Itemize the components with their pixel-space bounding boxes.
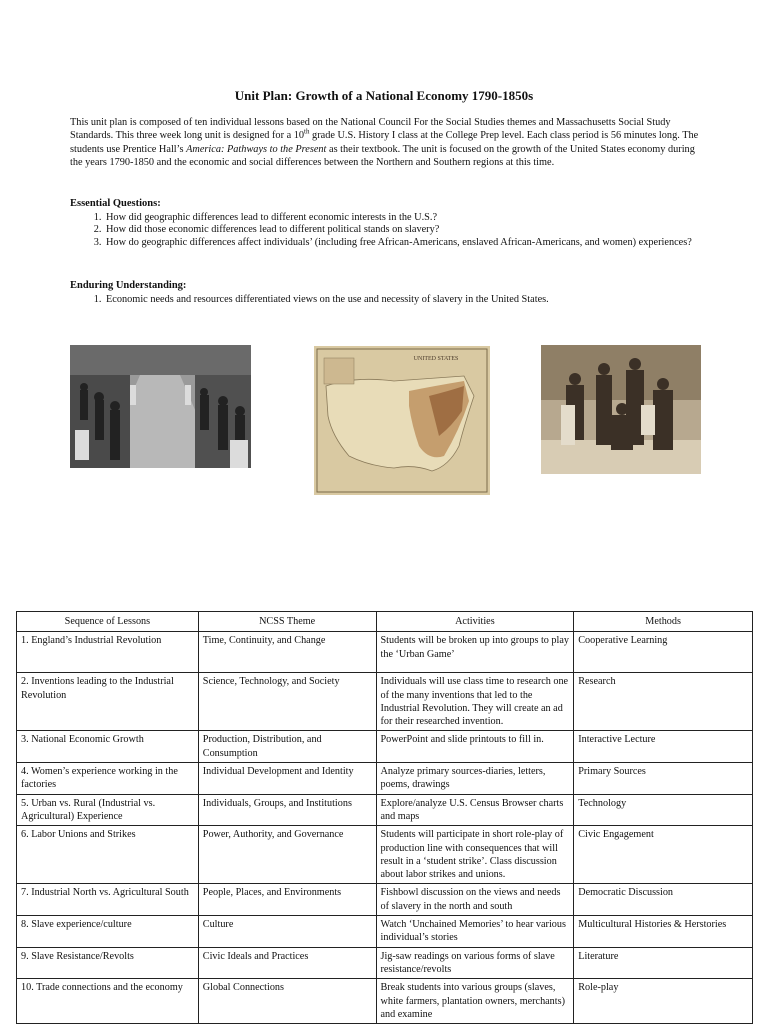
lesson-sequence-table (16, 611, 753, 1024)
theme-cell: Individual Development and Identity (198, 763, 376, 795)
lesson-cell: 4. Women’s experience working in the factories (17, 763, 199, 795)
method-cell: Role-play (574, 979, 753, 1024)
table-row (17, 673, 753, 731)
activity-cell: Watch ‘Unchained Memories’ to hear various individual’s stories (376, 916, 574, 948)
enduring-understanding-list (70, 294, 734, 306)
intro-text-2: grade U.S. History I class at the College Prep level. Each class period is 56 minutes long. The students use Prentice Hall’s (70, 130, 699, 155)
table-row (17, 979, 753, 1024)
method-cell: Technology (574, 794, 753, 826)
lesson-cell: 3. National Economic Growth (17, 731, 199, 763)
table-row (17, 794, 753, 826)
activity-cell: Students will be broken up into groups to play the ‘Urban Game’ (376, 632, 574, 673)
table-row (17, 947, 753, 979)
table-row (17, 763, 753, 795)
activity-cell: PowerPoint and slide printouts to fill in. (376, 731, 574, 763)
historical-map-image (314, 346, 490, 495)
essential-question: 2. How did those economic differences lead to different political stands on slavery? (104, 224, 734, 236)
activity-cell: Jig-saw readings on various forms of slave resistance/revolts (376, 947, 574, 979)
activity-cell: Fishbowl discussion on the views and needs of slavery in the north and south (376, 884, 574, 916)
method-cell: Interactive Lecture (574, 731, 753, 763)
table-header-row (17, 612, 753, 632)
method-cell: Multicultural Histories & Herstories (574, 916, 753, 948)
method-cell: Civic Engagement (574, 826, 753, 884)
page-title: Unit Plan: Growth of a National Economy 1790-1850s (234, 88, 534, 103)
family-photo (541, 345, 701, 474)
lesson-cell: 8. Slave experience/culture (17, 916, 199, 948)
activity-cell: Individuals will use class time to research one of the many inventions that led to the Industrial Revolution. They will create an ad for their researched invention. (376, 673, 574, 731)
header-activities: Activities (376, 612, 574, 632)
lesson-cell: 10. Trade connections and the economy (17, 979, 199, 1024)
method-cell: Primary Sources (574, 763, 753, 795)
activity-cell: Break students into various groups (slaves, white farmers, plantation owners, merchants) and examine (376, 979, 574, 1024)
theme-cell: Civic Ideals and Practices (198, 947, 376, 979)
activity-cell: Analyze primary sources-diaries, letters, poems, drawings (376, 763, 574, 795)
essential-questions-list (70, 212, 734, 249)
intro-superscript: th (304, 127, 310, 136)
header-methods: Methods (574, 612, 753, 632)
essential-question: 3. How do geographic differences affect individuals’ (including free African-Americans, enslaved African-Americans, and women) experiences? (104, 237, 734, 249)
theme-cell: People, Places, and Environments (198, 884, 376, 916)
theme-cell: Culture (198, 916, 376, 948)
theme-cell: Science, Technology, and Society (198, 673, 376, 731)
method-cell: Research (574, 673, 753, 731)
lesson-cell: 1. England’s Industrial Revolution (17, 632, 199, 673)
map-caption: UNITED STATES (413, 356, 459, 362)
table-row (17, 884, 753, 916)
header-sequence: Sequence of Lessons (17, 612, 199, 632)
theme-cell: Individuals, Groups, and Institutions (198, 794, 376, 826)
enduring-understanding-item: 1. Economic needs and resources differentiated views on the use and necessity of slavery in the United States. (104, 294, 734, 306)
intro-paragraph (70, 116, 700, 170)
theme-cell: Production, Distribution, and Consumption (198, 731, 376, 763)
intro-text-3: as their textbook. The unit is focused on the growth of the United States economy during the years 1790-1850 and the economic and social differences between the Northern and Southern regions at this time. (70, 143, 695, 169)
method-cell: Literature (574, 947, 753, 979)
intro-text-1: This unit plan is composed of ten individual lessons based on the National Council For the Social Studies themes and Massachusetts Social Study Standards. This three week long unit is designed for a 10 (70, 117, 671, 142)
factory-workers-photo (70, 345, 251, 468)
lesson-cell: 5. Urban vs. Rural (Industrial vs. Agricultural) Experience (17, 794, 199, 826)
textbook-title: America: Pathways to the Present (186, 143, 327, 155)
header-ncss-theme: NCSS Theme (198, 612, 376, 632)
lesson-cell: 6. Labor Unions and Strikes (17, 826, 199, 884)
essential-questions-heading: Essential Questions: (70, 198, 161, 209)
enduring-understanding-heading: Enduring Understanding: (70, 280, 187, 291)
lesson-cell: 2. Inventions leading to the Industrial Revolution (17, 673, 199, 731)
table-row (17, 731, 753, 763)
method-cell: Cooperative Learning (574, 632, 753, 673)
essential-question: 1. How did geographic differences lead to different economic interests in the U.S.? (104, 212, 734, 224)
activity-cell: Explore/analyze U.S. Census Browser charts and maps (376, 794, 574, 826)
method-cell: Democratic Discussion (574, 884, 753, 916)
lesson-cell: 9. Slave Resistance/Revolts (17, 947, 199, 979)
table-row (17, 826, 753, 884)
table-row (17, 916, 753, 948)
lesson-cell: 7. Industrial North vs. Agricultural South (17, 884, 199, 916)
table-row (17, 632, 753, 673)
theme-cell: Global Connections (198, 979, 376, 1024)
activity-cell: Students will participate in short role-play of production line with consequences that will result in a ‘student strike’. Class discussion about labor strikes and unions. (376, 826, 574, 884)
theme-cell: Power, Authority, and Governance (198, 826, 376, 884)
theme-cell: Time, Continuity, and Change (198, 632, 376, 673)
